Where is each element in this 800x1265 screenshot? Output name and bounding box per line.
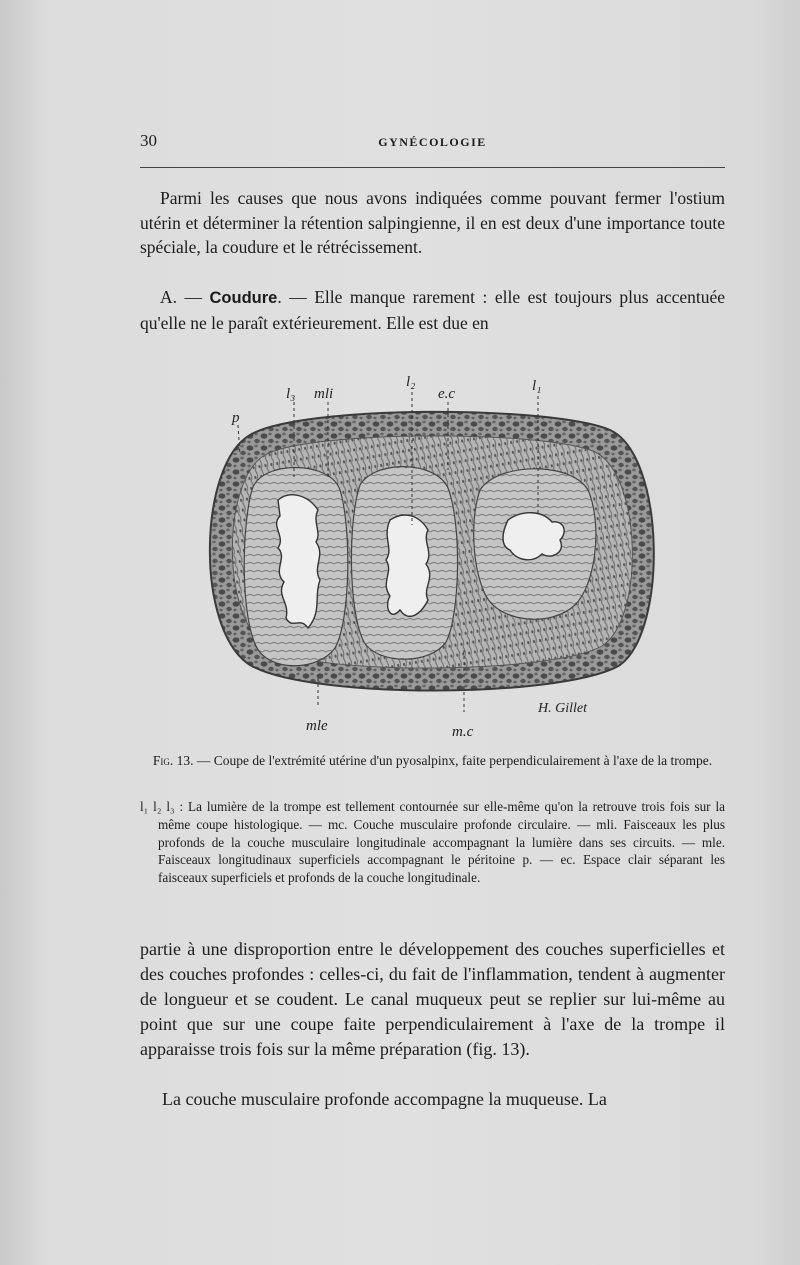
- running-head: GYNÉCOLOGIE: [378, 135, 487, 149]
- page-header: [140, 131, 725, 155]
- lumen-l2: [386, 515, 430, 616]
- label-p: p: [232, 410, 240, 426]
- label-mli: mli: [314, 386, 334, 402]
- label-mc: m.c: [452, 724, 474, 740]
- figure-13-illustration: [190, 360, 670, 745]
- paragraph-coudure: [140, 285, 725, 335]
- artist-signature: H. Gillet: [538, 701, 587, 716]
- section-title: Coudure: [209, 289, 278, 307]
- figure-legend: l₁ l₂ l₃ : La lumière de la trompe est tellement contournée sur elle-même qu'on la retrouve trois fois sur la même coupe histologique. — mc. Couche musculaire profonde circulaire. — mli. Faisceaux les plus profonds de la couche musculaire longitudinale accompagnant la lumière dans ses circuits. — mle. Faisceaux longitudinaux superficiels accompagnant le péritoine p. — ec. Espace clair séparant les faisceaux superficiels et profonds de la couche longitudinale.: [140, 799, 725, 886]
- label-l2: l₂: [406, 374, 416, 390]
- label-ec: e.c: [438, 386, 456, 402]
- paragraph-muscle-layer: La couche musculaire profonde accompagne la muqueuse. La: [162, 1089, 607, 1109]
- label-mle: mle: [306, 718, 328, 734]
- section-text: . — Elle manque rarement : elle est toujours plus accentuée qu'elle ne le paraît extérieurement. Elle est due en: [140, 287, 726, 333]
- label-l1: l₁: [532, 378, 542, 394]
- figure-caption: [140, 752, 725, 770]
- page-number: 30: [140, 131, 157, 150]
- label-l3: l₃: [286, 386, 296, 402]
- figure-number: Fig. 13.: [152, 753, 194, 768]
- paragraph-intro: Parmi les causes que nous avons indiquées comme pouvant fermer l'ostium utérin et déterminer la rétention salpingienne, il en est deux d'une importance toute spéciale, la coudure et le rétrécissement.: [140, 188, 725, 257]
- section-lead: A. —: [160, 287, 210, 307]
- paragraph-continuation: partie à une disproportion entre le développement des couches superficielles et des couches profondes : celles-ci, du fait de l'inflammation, tendent à augmenter de longueur et se coudent. Le canal muqueux peut se replier sur lui-même au point que sur une coupe faite perpendiculairement à l'axe de la trompe il apparaisse trois fois sur la même préparation (fig. 13).: [140, 939, 725, 1059]
- tissue-section-drawing: [190, 360, 670, 745]
- figure-caption-text: — Coupe de l'extrémité utérine d'un pyosalpinx, faite perpendiculairement à l'axe de la trompe.: [193, 753, 713, 768]
- header-rule: [140, 167, 725, 168]
